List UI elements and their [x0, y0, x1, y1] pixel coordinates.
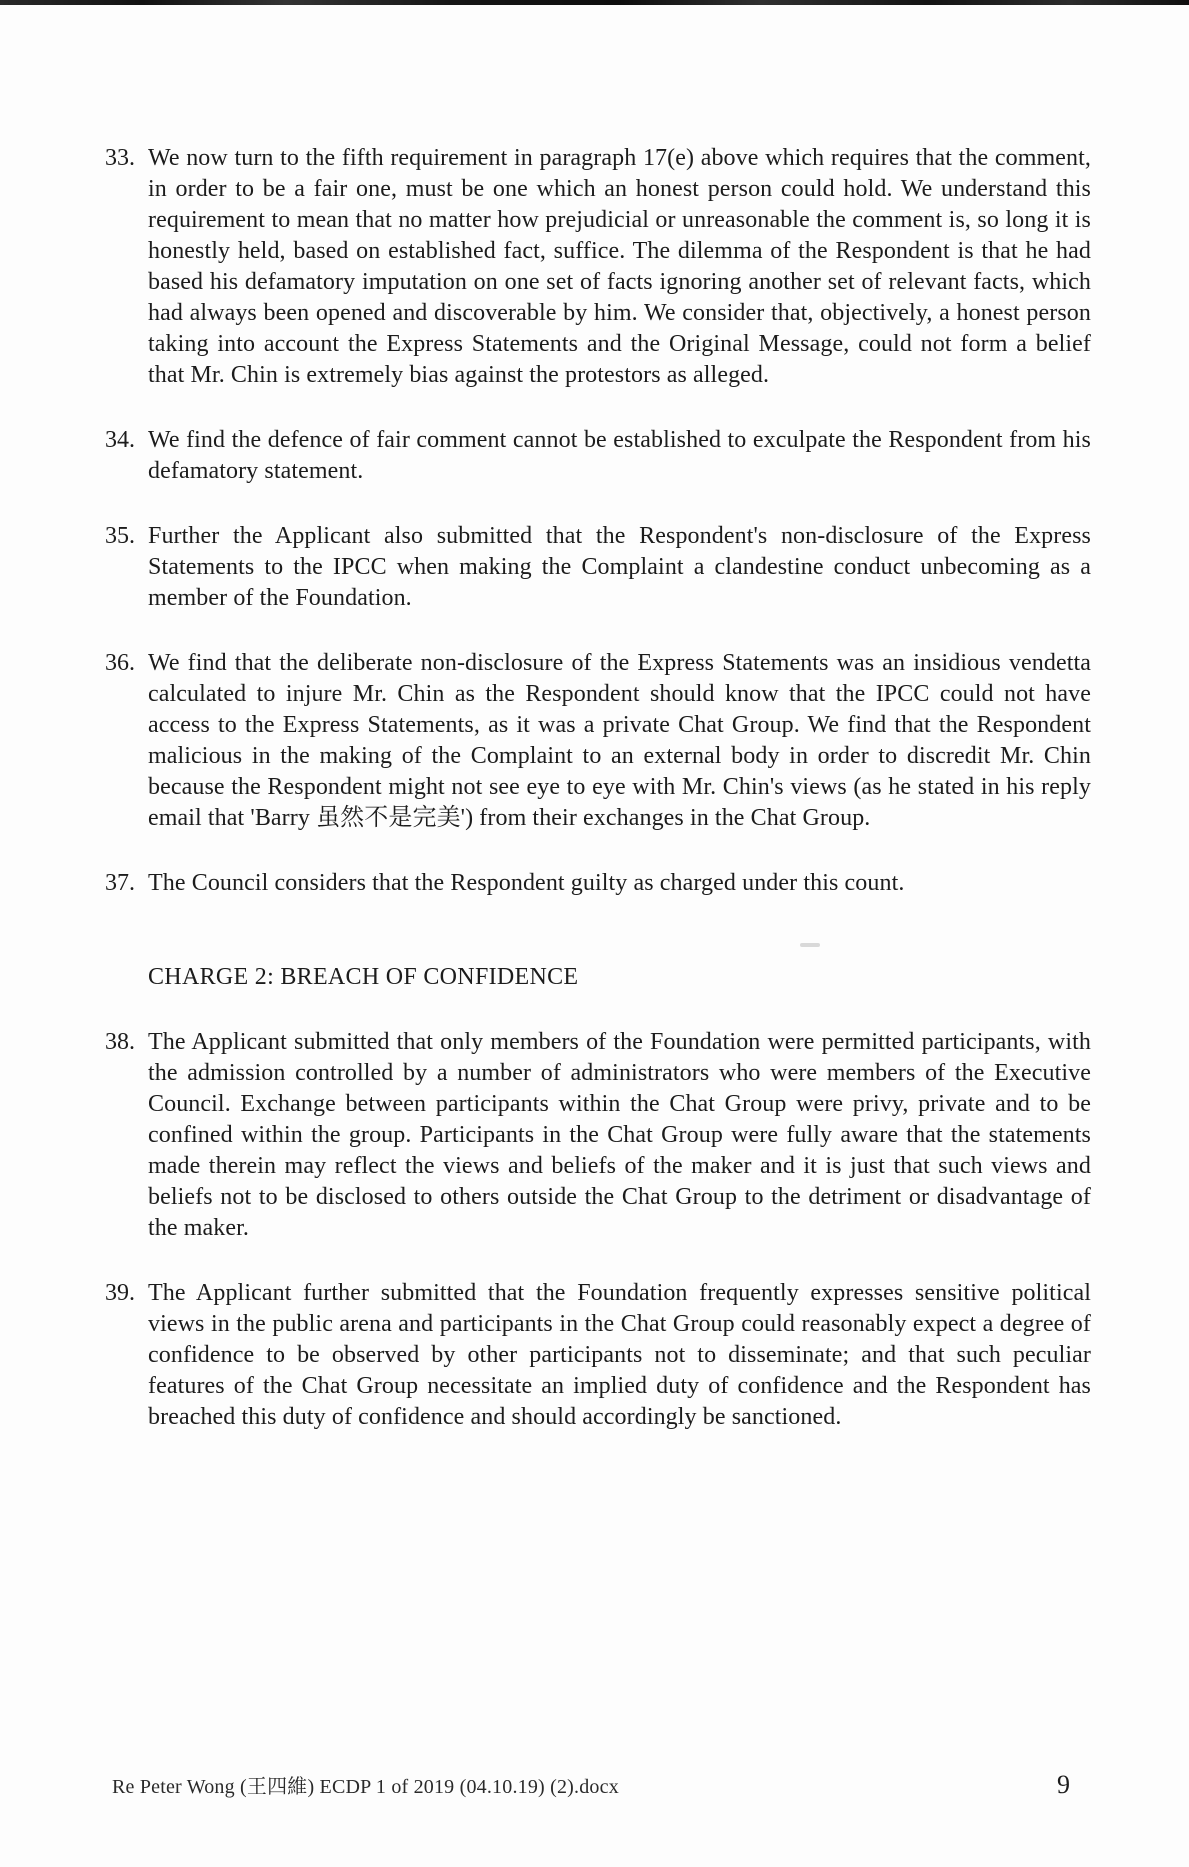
paragraph-33 [105, 143, 1091, 391]
paragraph-number: 37. [105, 870, 135, 896]
charge-2-heading: CHARGE 2: BREACH OF CONFIDENCE [148, 964, 579, 990]
paragraph-text: We now turn to the fifth requirement in paragraph 17(e) above which requires that the comment, in order to be a fair one, must be one which an honest person could hold. We understand this requirement to mean that no matter how prejudicial or unreasonable the comment is, so long it is honestly held, based on established fact, suffice. The dilemma of the Respondent is that he had based his defamatory imputation on one set of facts ignoring another set of relevant facts, which had always been opened and discoverable by him. We consider that, objectively, a honest person taking into account the Express Statements and the Original Message, could not form a belief that Mr. Chin is extremely bias against the protestors as alleged. [148, 145, 1091, 388]
page-footer [112, 1770, 1070, 1800]
paragraph-number: 39. [105, 1280, 135, 1306]
paragraph-37 [105, 868, 1091, 899]
document-body [105, 143, 1091, 1467]
page-number: 9 [1057, 1770, 1070, 1799]
footer-docname: Re Peter Wong (王四維) ECDP 1 of 2019 (04.10.19) (2).docx [112, 1776, 619, 1798]
paragraph-number: 38. [105, 1029, 135, 1055]
paragraph-34 [105, 425, 1091, 487]
scan-artifact [800, 943, 820, 947]
paragraph-text: We find that the deliberate non-disclosure of the Express Statements was an insidious vendetta calculated to injure Mr. Chin as the Respondent should know that the IPCC could not have access to the Express Statements, as it was a private Chat Group. We find that the Respondent malicious in the making of the Complaint to an external body in order to discredit Mr. Chin because the Respondent might not see eye to eye with Mr. Chin's views (as he stated in his reply email that 'Barry 虽然不是完美') from their exchanges in the Chat Group. [148, 650, 1091, 831]
paragraph-text: Further the Applicant also submitted that the Respondent's non-disclosure of the Express Statements to the IPCC when making the Complaint a clandestine conduct unbecoming as a member of the Foundation. [148, 523, 1091, 611]
paragraph-number: 33. [105, 145, 135, 171]
paragraph-number: 35. [105, 523, 135, 549]
paragraph-38 [105, 1027, 1091, 1244]
paragraph-35 [105, 521, 1091, 614]
paragraph-36 [105, 648, 1091, 834]
paragraph-39 [105, 1278, 1091, 1433]
paragraph-text: We find the defence of fair comment cannot be established to exculpate the Respondent from his defamatory statement. [148, 427, 1091, 484]
paragraph-number: 34. [105, 427, 135, 453]
paragraph-number: 36. [105, 650, 135, 676]
scan-edge-artifact [0, 0, 1189, 5]
paragraph-text: The Applicant submitted that only members of the Foundation were permitted participants, with the admission controlled by a number of administrators who were members of the Executive Council. Exchange between participants within the Chat Group were privy, private and to be confined within the group. Participants in the Chat Group were fully aware that the statements made therein may reflect the views and beliefs of the maker and it is just that such views and beliefs not to be disclosed to others outside the Chat Group to the detriment or disadvantage of the maker. [148, 1029, 1091, 1241]
paragraph-text: The Applicant further submitted that the Foundation frequently expresses sensitive political views in the public arena and participants in the Chat Group could reasonably expect a degree of confidence to be observed by other participants not to disseminate; and that such peculiar features of the Chat Group necessitate an implied duty of confidence and the Respondent has breached this duty of confidence and should accordingly be sanctioned. [148, 1280, 1091, 1430]
paragraph-text: The Council considers that the Respondent guilty as charged under this count. [148, 870, 905, 896]
